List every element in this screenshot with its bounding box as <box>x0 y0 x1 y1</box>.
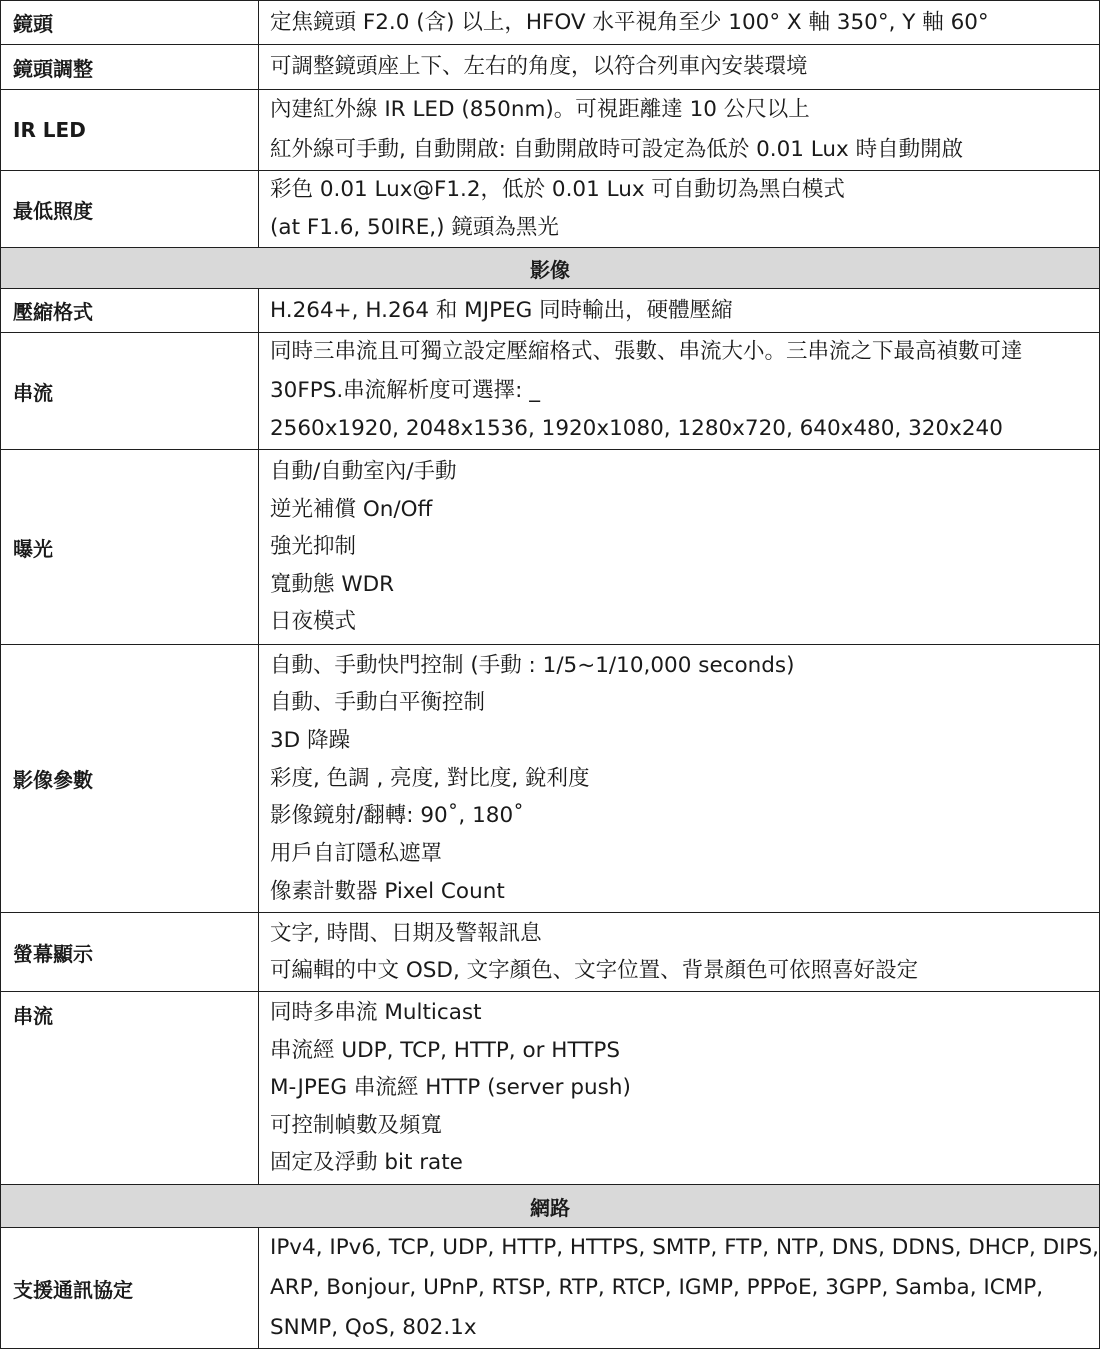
spec-value-line: 可調整鏡頭座上下、左右的角度，以符合列車內安裝環境 <box>270 54 808 79</box>
spec-row <box>1 90 1100 171</box>
spec-value-line: 逆光補償 On/Off <box>270 496 433 522</box>
spec-value-line: 定焦鏡頭 F2.0 (含) 以上，HFOV 水平視角至少 100° X 軸 350°, Y 軸 60° <box>270 9 989 35</box>
spec-value-line: 串流經 UDP, TCP, HTTP, or HTTPS <box>270 1037 620 1063</box>
spec-value-line: ARP, Bonjour, UPnP, RTSP, RTP, RTCP, IGMP, PPPoE, 3GPP, Samba, ICMP, <box>270 1275 1044 1301</box>
spec-value-line: 自動、手動快門控制 (手動 : 1/5~1/10,000 seconds) <box>270 652 795 678</box>
spec-value-line: M-JPEG 串流經 HTTP (server push) <box>270 1075 631 1101</box>
spec-value-line: 同時多串流 Multicast <box>270 1000 482 1026</box>
spec-value-line: 寬動態 WDR <box>270 571 395 597</box>
spec-value-line: 自動、手動白平衡控制 <box>270 690 486 716</box>
spec-value-line: (at F1.6, 50IRE,) 鏡頭為黑光 <box>270 215 559 240</box>
spec-label: 最低照度 <box>1 171 259 248</box>
spec-value <box>259 450 1100 645</box>
spec-label: IR LED <box>1 90 259 171</box>
spec-value-line: 2560x1920, 2048x1536, 1920x1080, 1280x720, 640x480, 320x240 <box>270 416 1003 442</box>
spec-value-line: 強光抑制 <box>270 534 357 560</box>
spec-row <box>1 333 1100 450</box>
spec-value-line: 日夜模式 <box>270 609 357 635</box>
spec-label: 影像參數 <box>1 645 259 913</box>
spec-label: 支援通訊協定 <box>1 1228 259 1349</box>
spec-row <box>1 289 1100 333</box>
spec-value <box>259 171 1100 248</box>
spec-label: 串流 <box>1 992 259 1185</box>
spec-value-line: IPv4, IPv6, TCP, UDP, HTTP, HTTPS, SMTP, FTP, NTP, DNS, DDNS, DHCP, DIPS, <box>270 1235 1099 1261</box>
spec-row <box>1 913 1100 992</box>
spec-label: 曝光 <box>1 450 259 645</box>
spec-value-line: 彩度, 色調 , 亮度, 對比度, 銳利度 <box>270 765 590 791</box>
spec-label: 鏡頭 <box>1 1 259 45</box>
spec-value <box>259 1 1100 45</box>
spec-value-line: 可編輯的中文 OSD, 文字顏色、文字位置、背景顏色可依照喜好設定 <box>270 958 919 984</box>
spec-value-line: 可控制幀數及頻寬 <box>270 1112 443 1138</box>
spec-value <box>259 913 1100 992</box>
spec-row <box>1 645 1100 913</box>
spec-value-line: 30FPS.串流解析度可選擇: _ <box>270 377 541 403</box>
spec-value <box>259 992 1100 1185</box>
spec-value <box>259 289 1100 333</box>
spec-row <box>1 1 1100 45</box>
spec-label: 鏡頭調整 <box>1 45 259 90</box>
spec-value-line: 影像鏡射/翻轉: 90˚, 180˚ <box>270 803 524 829</box>
spec-value <box>259 333 1100 450</box>
spec-label: 螢幕顯示 <box>1 913 259 992</box>
spec-value-line: 同時三串流且可獨立設定壓縮格式、張數、串流大小。三串流之下最高禎數可達 <box>270 339 1023 364</box>
spec-row <box>1 992 1100 1185</box>
spec-value-line: 固定及浮動 bit rate <box>270 1150 463 1176</box>
spec-label: 壓縮格式 <box>1 289 259 333</box>
spec-value-line: 自動/自動室內/手動 <box>270 459 457 485</box>
spec-value-line: 像素計數器 Pixel Count <box>270 878 505 904</box>
spec-value-line: 用戶自訂隱私遮罩 <box>270 841 443 867</box>
spec-value-line: 彩色 0.01 Lux@F1.2，低於 0.01 Lux 可自動切為黑白模式 <box>270 177 845 202</box>
spec-row <box>1 1228 1100 1349</box>
section-header: 網路 <box>1 1185 1100 1228</box>
section-header-row <box>1 248 1100 289</box>
spec-row <box>1 45 1100 90</box>
section-header-row <box>1 1185 1100 1228</box>
spec-value-line: 3D 降躁 <box>270 728 351 754</box>
spec-value-line: SNMP, QoS, 802.1x <box>270 1315 477 1341</box>
spec-row <box>1 450 1100 645</box>
spec-value-line: 紅外線可手動, 自動開啟: 自動開啟時可設定為低於 0.01 Lux 時自動開啟 <box>270 137 964 162</box>
spec-value <box>259 90 1100 171</box>
spec-table-body <box>1 1 1100 1349</box>
spec-value-line: 文字, 時間、日期及警報訊息 <box>270 921 542 947</box>
spec-value-line: 內建紅外線 IR LED (850nm)。可視距離達 10 公尺以上 <box>270 97 810 122</box>
spec-row <box>1 171 1100 248</box>
spec-value <box>259 1228 1100 1349</box>
spec-value-line: H.264+, H.264 和 MJPEG 同時輸出，硬體壓縮 <box>270 297 733 323</box>
spec-value <box>259 45 1100 90</box>
spec-label: 串流 <box>1 333 259 450</box>
spec-value <box>259 645 1100 913</box>
section-header: 影像 <box>1 248 1100 289</box>
